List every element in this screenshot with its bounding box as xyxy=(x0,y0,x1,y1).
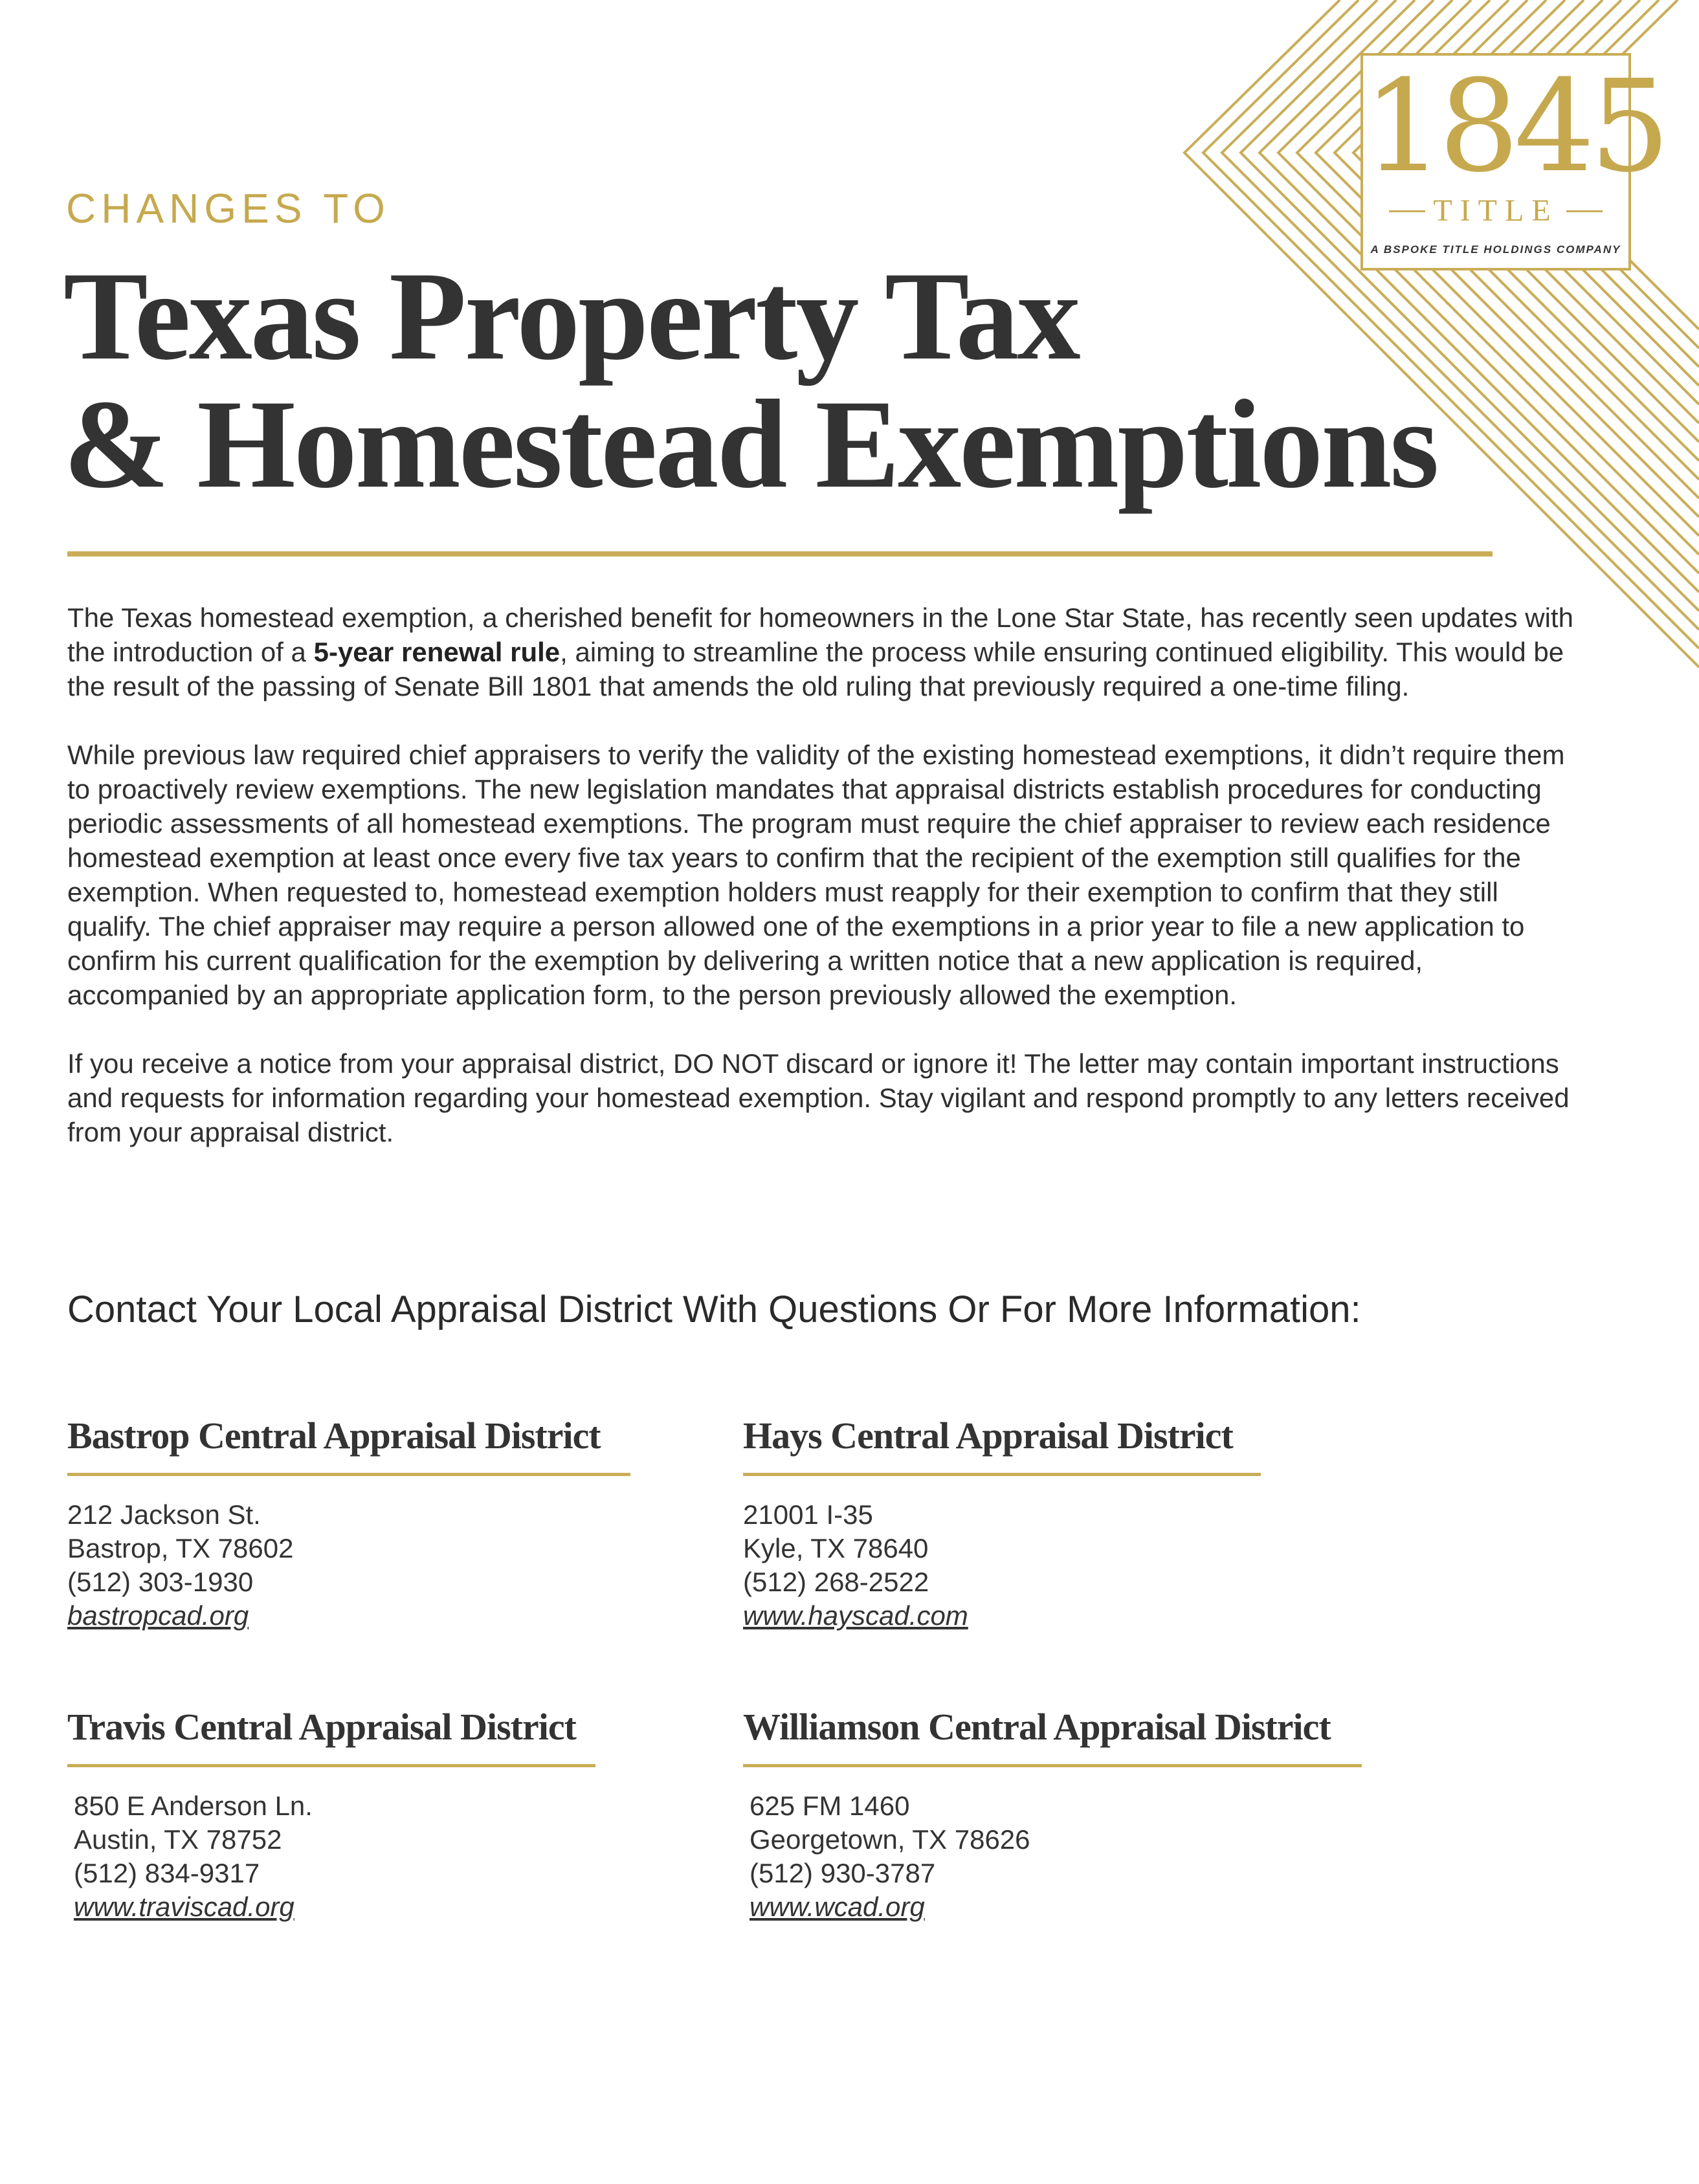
title-divider xyxy=(67,551,1493,557)
district-card-travis xyxy=(67,1708,595,1924)
district-city: Georgetown, TX 78626 xyxy=(750,1824,1030,1855)
district-city: Austin, TX 78752 xyxy=(74,1824,282,1855)
district-info xyxy=(67,1498,630,1633)
district-website-link[interactable]: www.traviscad.org xyxy=(74,1892,294,1922)
district-street: 212 Jackson St. xyxy=(67,1499,261,1530)
paragraph-1-bold: 5-year renewal rule xyxy=(313,637,561,667)
district-phone: (512) 268-2522 xyxy=(743,1567,929,1597)
district-name: Bastrop Central Appraisal District xyxy=(67,1415,601,1457)
district-phone: (512) 834-9317 xyxy=(74,1858,260,1888)
paragraph-2: While previous law required chief appraisers to verify the validity of the existing homestead exemptions, it didn’t require them to proactively review exemptions. The new legislation mandates that appraisal districts establish procedures for conducting periodic assessments of all homestead exemptions. The program must require the chief appraiser to review each residence homestead exemption at least once every five tax years to confirm that the recipient of the exemption still qualifies for the exemption. When requested to, homestead exemption holders must reapply for their exemption to confirm that they still qualify. The chief appraiser may require a person allowed one of the exemptions in a prior year to file a new application to confirm his current qualification for the exemption by delivering a written notice that a new application is required, accompanied by an appropriate application form, to the person previously allowed the exemption. xyxy=(67,740,1565,1010)
title-line-2: & Homestead Exemptions xyxy=(63,374,1438,514)
logo-title-row xyxy=(1389,195,1603,226)
district-name: Travis Central Appraisal District xyxy=(67,1706,576,1748)
logo-word: TITLE xyxy=(1433,193,1559,228)
district-phone: (512) 930-3787 xyxy=(750,1858,936,1888)
district-website-link[interactable]: bastropcad.org xyxy=(67,1600,249,1631)
company-logo xyxy=(1360,53,1665,270)
kicker-text: CHANGES TO xyxy=(66,185,390,232)
logo-number: 1845 xyxy=(1363,53,1665,201)
district-card-bastrop xyxy=(67,1417,630,1633)
district-website-link[interactable]: www.wcad.org xyxy=(750,1892,925,1922)
district-info xyxy=(67,1789,595,1924)
district-phone: (512) 303-1930 xyxy=(67,1567,254,1597)
district-street: 21001 I-35 xyxy=(743,1499,873,1530)
paragraph-1-text-a: The Texas homestead exemption, a cherished benefit for homeowners in the Lone Star State, has recently seen updates with the introduction of a xyxy=(67,602,1573,667)
paragraph-1 xyxy=(67,601,1582,703)
paragraph-3: If you receive a notice from your appraisal district, DO NOT discard or ignore it! The letter may contain important instructions and requests for information regarding your homestead exemption. Stay vigilant and respond promptly to any letters received from your appraisal district. xyxy=(67,1048,1570,1147)
logo-rule-left xyxy=(1389,210,1425,212)
logo-rule-right xyxy=(1566,210,1603,212)
contact-heading: Contact Your Local Appraisal District With Questions Or For More Information: xyxy=(67,1288,1361,1330)
page-title xyxy=(63,246,1438,514)
district-divider xyxy=(67,1473,630,1476)
district-website-link[interactable]: www.hayscad.com xyxy=(743,1600,968,1631)
district-city: Bastrop, TX 78602 xyxy=(67,1533,294,1563)
district-street: 625 FM 1460 xyxy=(750,1791,910,1821)
paragraph-1-text-b: , aiming to streamline the process while ensuring continued eligibility. This would be the result of the passing of Senate Bill 1801 that amends the old ruling that previously required a one-time filing. xyxy=(67,637,1564,701)
district-name: Williamson Central Appraisal District xyxy=(743,1706,1331,1748)
title-line-1: Texas Property Tax xyxy=(63,246,1079,386)
district-info xyxy=(743,1789,1362,1924)
district-divider xyxy=(743,1764,1362,1767)
district-card-hays xyxy=(743,1417,1261,1633)
district-info xyxy=(743,1498,1261,1633)
district-street: 850 E Anderson Ln. xyxy=(74,1791,313,1821)
district-card-williamson xyxy=(743,1708,1362,1924)
district-city: Kyle, TX 78640 xyxy=(743,1533,929,1563)
logo-tagline: A BSPOKE TITLE HOLDINGS COMPANY xyxy=(1370,243,1621,256)
article-body xyxy=(67,601,1582,1184)
district-divider xyxy=(67,1764,595,1767)
district-divider xyxy=(743,1473,1261,1476)
district-name: Hays Central Appraisal District xyxy=(743,1415,1233,1457)
